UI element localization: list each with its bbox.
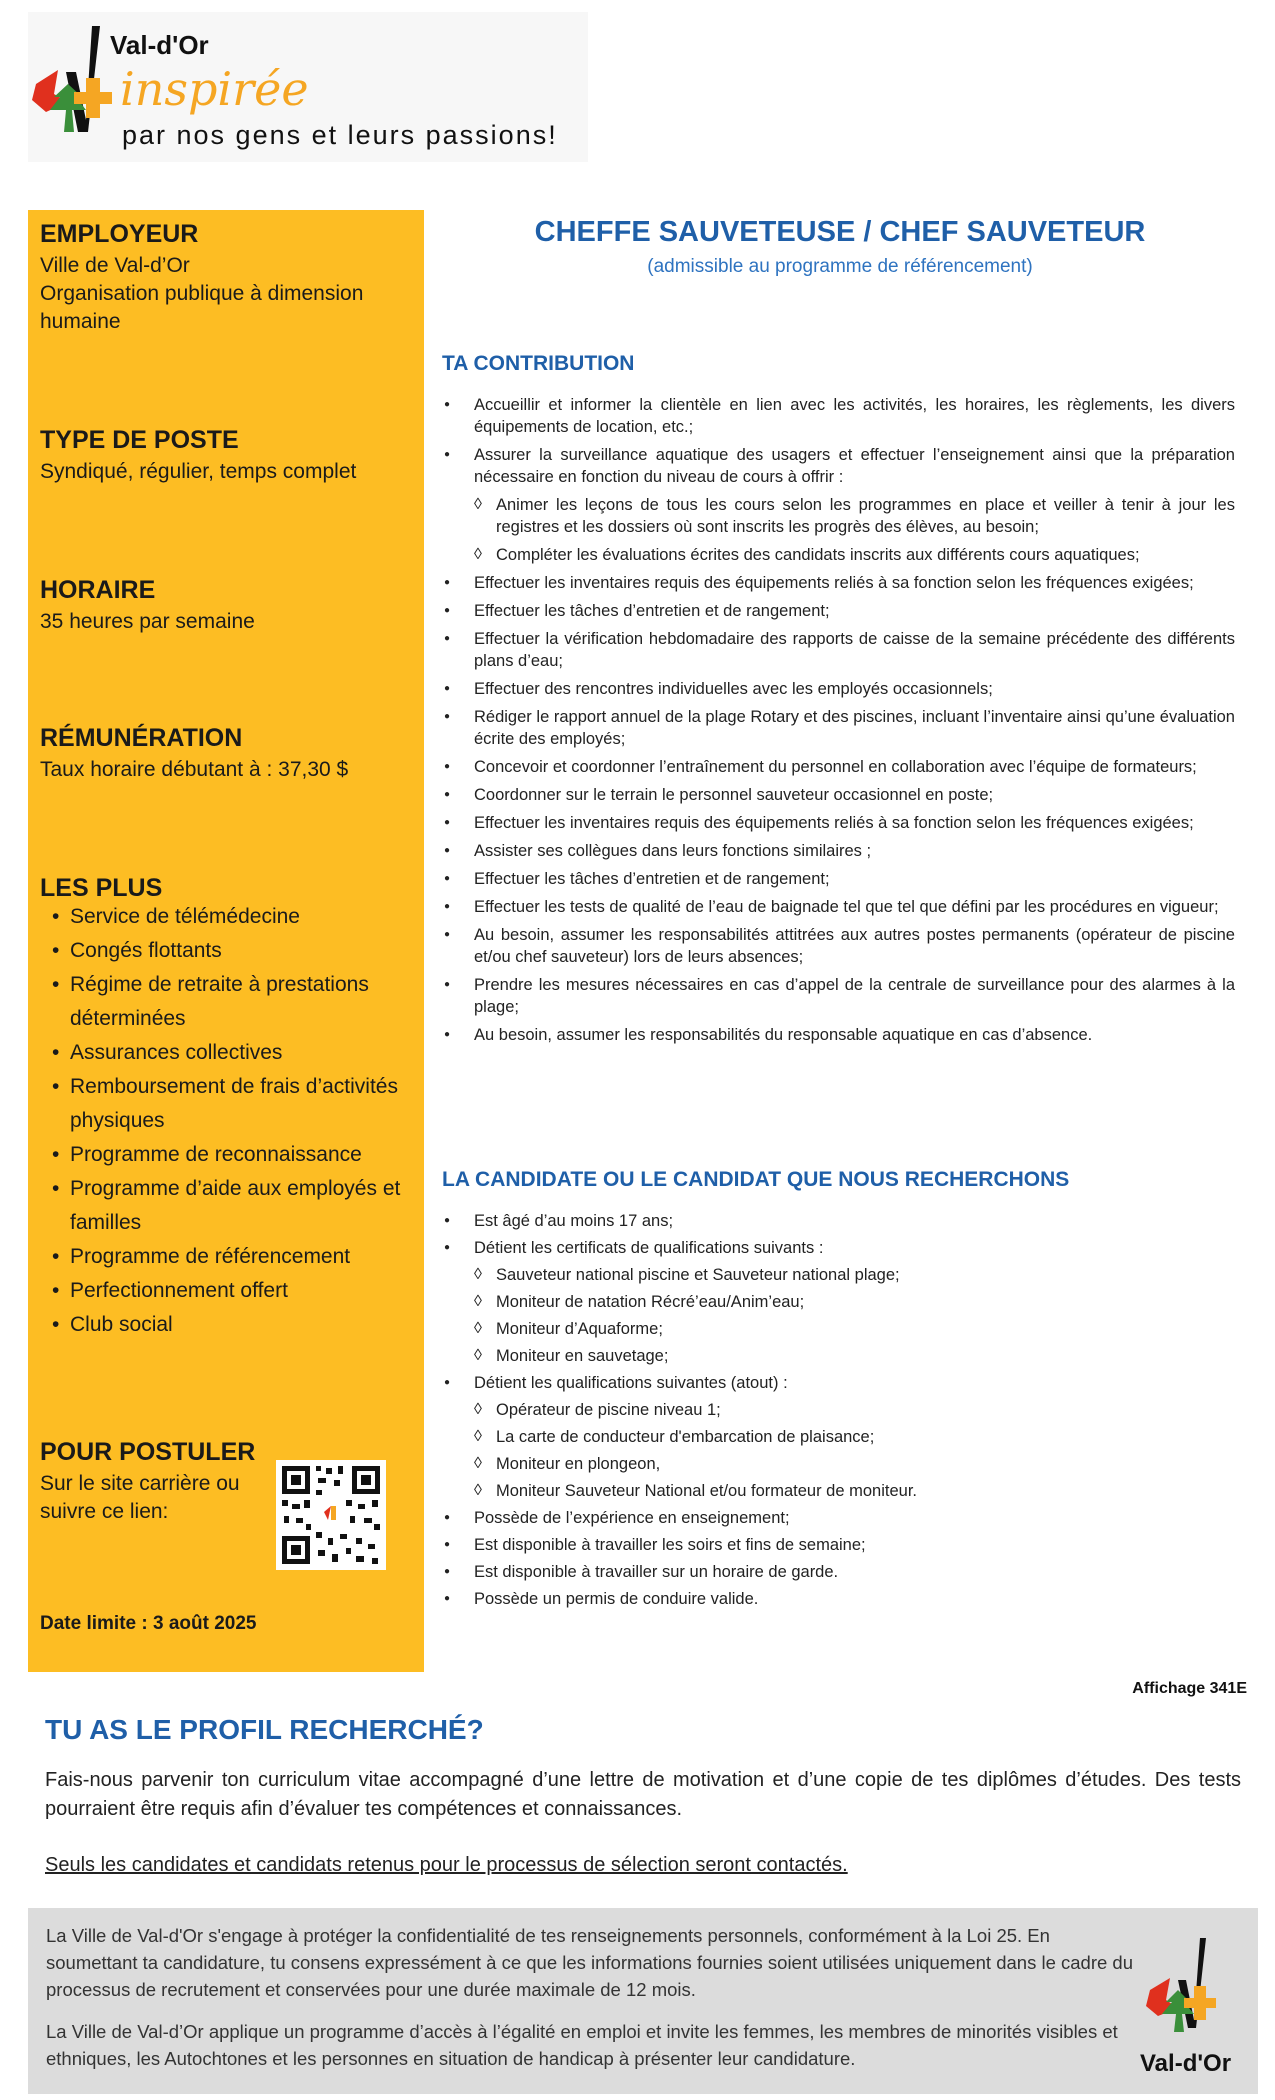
plus-item: • Club social: [40, 1308, 410, 1342]
employer-heading: EMPLOYEUR: [40, 220, 199, 248]
sub-item: ◊ Opérateur de piscine niveau 1;: [440, 1399, 1235, 1421]
sub-item: ◊ Moniteur en plongeon,: [440, 1453, 1235, 1475]
candidate-heading: LA CANDIDATE OU LE CANDIDAT QUE NOUS RECHERCHONS: [442, 1168, 1070, 1191]
schedule-text: 35 heures par semaine: [40, 610, 255, 633]
bullet-item: ● Rédiger le rapport annuel de la plage Rotary et des piscines, incluant l’inventaire ainsi qu’une évaluation écrite des employés;: [440, 706, 1235, 750]
qr-code[interactable]: [276, 1460, 386, 1570]
bullet-item: ● Prendre les mesures nécessaires en cas d’appel de la centrale de surveillance pour des alarmes à la plage;: [440, 974, 1235, 1018]
plus-item: • Programme de référencement: [40, 1240, 410, 1274]
employer-line: Organisation publique à dimension: [40, 282, 364, 305]
bullet-item: ● Est âgé d’au moins 17 ans;: [440, 1210, 1235, 1232]
sub-item: ◊ Sauveteur national piscine et Sauveteur national plage;: [440, 1264, 1235, 1286]
plus-item: • Régime de retraite à prestations déterminées: [40, 968, 410, 1036]
plus-item: • Service de télémédecine: [40, 900, 410, 934]
bullet-item: ● Détient les qualifications suivantes (atout) :: [440, 1372, 1235, 1394]
bullet-item: ● Effectuer les inventaires requis des équipements reliés à sa fonction selon les fréquences exigées;: [440, 812, 1235, 834]
sub-item: ◊ Animer les leçons de tous les cours selon les programmes en place et veiller à tenir à jour les registres et les dossiers où sont inscrits les progrès des élèves, au besoin;: [440, 494, 1235, 538]
bullet-item: ● Détient les certificats de qualifications suivants :: [440, 1237, 1235, 1259]
footer-logo: [1136, 1928, 1246, 2088]
candidate-list: [440, 1210, 1235, 1615]
apply-heading: POUR POSTULER: [40, 1438, 256, 1466]
bullet-item: ● Est disponible à travailler les soirs et fins de semaine;: [440, 1534, 1235, 1556]
apply-line: Sur le site carrière ou: [40, 1472, 240, 1495]
sub-item: ◊ Moniteur d’Aquaforme;: [440, 1318, 1235, 1340]
employer-line: humaine: [40, 310, 121, 333]
bullet-item: ● Assurer la surveillance aquatique des usagers et effectuer l’enseignement ainsi que la préparation nécessaire en fonction du niveau de cours à offrir :: [440, 444, 1235, 488]
sub-item: ◊ Moniteur Sauveteur National et/ou formateur de moniteur.: [440, 1480, 1235, 1502]
bullet-item: ● Accueillir et informer la clientèle en lien avec les activités, les horaires, les règlements, les divers équipements de location, etc.;: [440, 394, 1235, 438]
plus-item: • Remboursement de frais d’activités physiques: [40, 1070, 410, 1138]
bullet-item: ● Effectuer les tâches d’entretien et de rangement;: [440, 600, 1235, 622]
bullet-item: ● Au besoin, assumer les responsabilités attitrées aux autres postes permanents (opérateur de piscine et/ou chef sauveteur) lors de leurs absences;: [440, 924, 1235, 968]
plus-item: • Assurances collectives: [40, 1036, 410, 1070]
footer: [28, 1908, 1258, 2094]
bullet-item: ● Au besoin, assumer les responsabilités du responsable aquatique en cas d’absence.: [440, 1024, 1235, 1046]
posting-number: Affichage 341E: [1132, 1680, 1247, 1697]
deadline: Date limite : 3 août 2025: [40, 1613, 257, 1634]
type-text: Syndiqué, régulier, temps complet: [40, 460, 357, 483]
bullet-item: ● Est disponible à travailler sur un horaire de garde.: [440, 1561, 1235, 1583]
profile-text: Fais-nous parvenir ton curriculum vitae accompagné d’une lettre de motivation et d’une copie de tes diplômes d’études. Des tests pourraient être requis afin d’évaluer tes compétences et connaissances.: [45, 1769, 1241, 1820]
val-dor-emblem: [1136, 1928, 1246, 2048]
bullet-item: ● Effectuer la vérification hebdomadaire des rapports de caisse de la semaine précédente des différents plans d’eau;: [440, 628, 1235, 672]
plus-item: • Perfectionnement offert: [40, 1274, 410, 1308]
job-subtitle: (admissible au programme de référencement): [647, 256, 1033, 277]
schedule-heading: HORAIRE: [40, 576, 156, 604]
job-title: CHEFFE SAUVETEUSE / CHEF SAUVETEUR: [534, 216, 1146, 248]
bullet-item: ● Coordonner sur le terrain le personnel sauveteur occasionnel en poste;: [440, 784, 1235, 806]
bullet-item: ● Possède de l’expérience en enseignement;: [440, 1507, 1235, 1529]
header-logo: [28, 12, 588, 162]
pay-text: Taux horaire débutant à : 37,30 $: [40, 758, 349, 781]
bullet-item: ● Assister ses collègues dans leurs fonctions similaires ;: [440, 840, 1235, 862]
footer-logo-name: Val-d'Or: [1140, 2050, 1232, 2077]
sub-item: ◊ Compléter les évaluations écrites des candidats inscrits aux différents cours aquatiques;: [440, 544, 1235, 566]
main-content: [440, 210, 1240, 1672]
profile-title: TU AS LE PROFIL RECHERCHÉ?: [45, 1714, 484, 1745]
apply-line: suivre ce lien:: [40, 1500, 169, 1523]
contribution-heading: TA CONTRIBUTION: [442, 352, 635, 375]
plus-item: • Programme de reconnaissance: [40, 1138, 410, 1172]
bullet-item: ● Possède un permis de conduire valide.: [440, 1588, 1235, 1610]
bullet-item: ● Effectuer les inventaires requis des équipements reliés à sa fonction selon les fréquences exigées;: [440, 572, 1235, 594]
sub-item: ◊ La carte de conducteur d'embarcation de plaisance;: [440, 1426, 1235, 1448]
sidebar: [28, 210, 424, 1672]
type-heading: TYPE DE POSTE: [40, 426, 239, 454]
brand-tagline: par nos gens et leurs passions!: [122, 120, 558, 150]
plus-list: [40, 900, 410, 1342]
sub-item: ◊ Moniteur en sauvetage;: [440, 1345, 1235, 1367]
profile-note: Seuls les candidates et candidats retenus pour le processus de sélection seront contactés.: [45, 1854, 848, 1876]
brand-tagline-script: inspirée: [120, 62, 309, 116]
contribution-list: [440, 394, 1235, 1052]
plus-item: • Congés flottants: [40, 934, 410, 968]
equity-notice: La Ville de Val-d’Or applique un programme d’accès à l’égalité en emploi et invite les femmes, les membres de minorités visibles et ethniques, les Autochtones et les personnes en situation de handicap à présenter leur candidature.: [46, 2021, 1118, 2069]
employer-line: Ville de Val-d’Or: [40, 254, 190, 277]
qr-code-icon: [276, 1460, 386, 1570]
pay-heading: RÉMUNÉRATION: [40, 724, 243, 752]
plus-heading: LES PLUS: [40, 874, 163, 902]
brand-name: Val-d'Or: [110, 30, 209, 60]
bullet-item: ● Effectuer les tests de qualité de l’eau de baignade tel que tel que défini par les procédures en vigueur;: [440, 896, 1235, 918]
bullet-item: ● Effectuer les tâches d’entretien et de rangement;: [440, 868, 1235, 890]
bullet-item: ● Concevoir et coordonner l’entraînement du personnel en collaboration avec l’équipe de formateurs;: [440, 756, 1235, 778]
sub-item: ◊ Moniteur de natation Récré’eau/Anim’eau;: [440, 1291, 1235, 1313]
bullet-item: ● Effectuer des rencontres individuelles avec les employés occasionnels;: [440, 678, 1235, 700]
plus-item: • Programme d’aide aux employés et familles: [40, 1172, 410, 1240]
privacy-notice: La Ville de Val-d'Or s'engage à protéger la confidentialité de tes renseignements personnels, conformément à la Loi 25. En soumettant ta candidature, tu consens expressément à ce que les informations fournies soient utilisées uniquement dans le cadre du processus de recrutement et conservées pour une durée maximale de 12 mois.: [46, 1925, 1134, 2000]
